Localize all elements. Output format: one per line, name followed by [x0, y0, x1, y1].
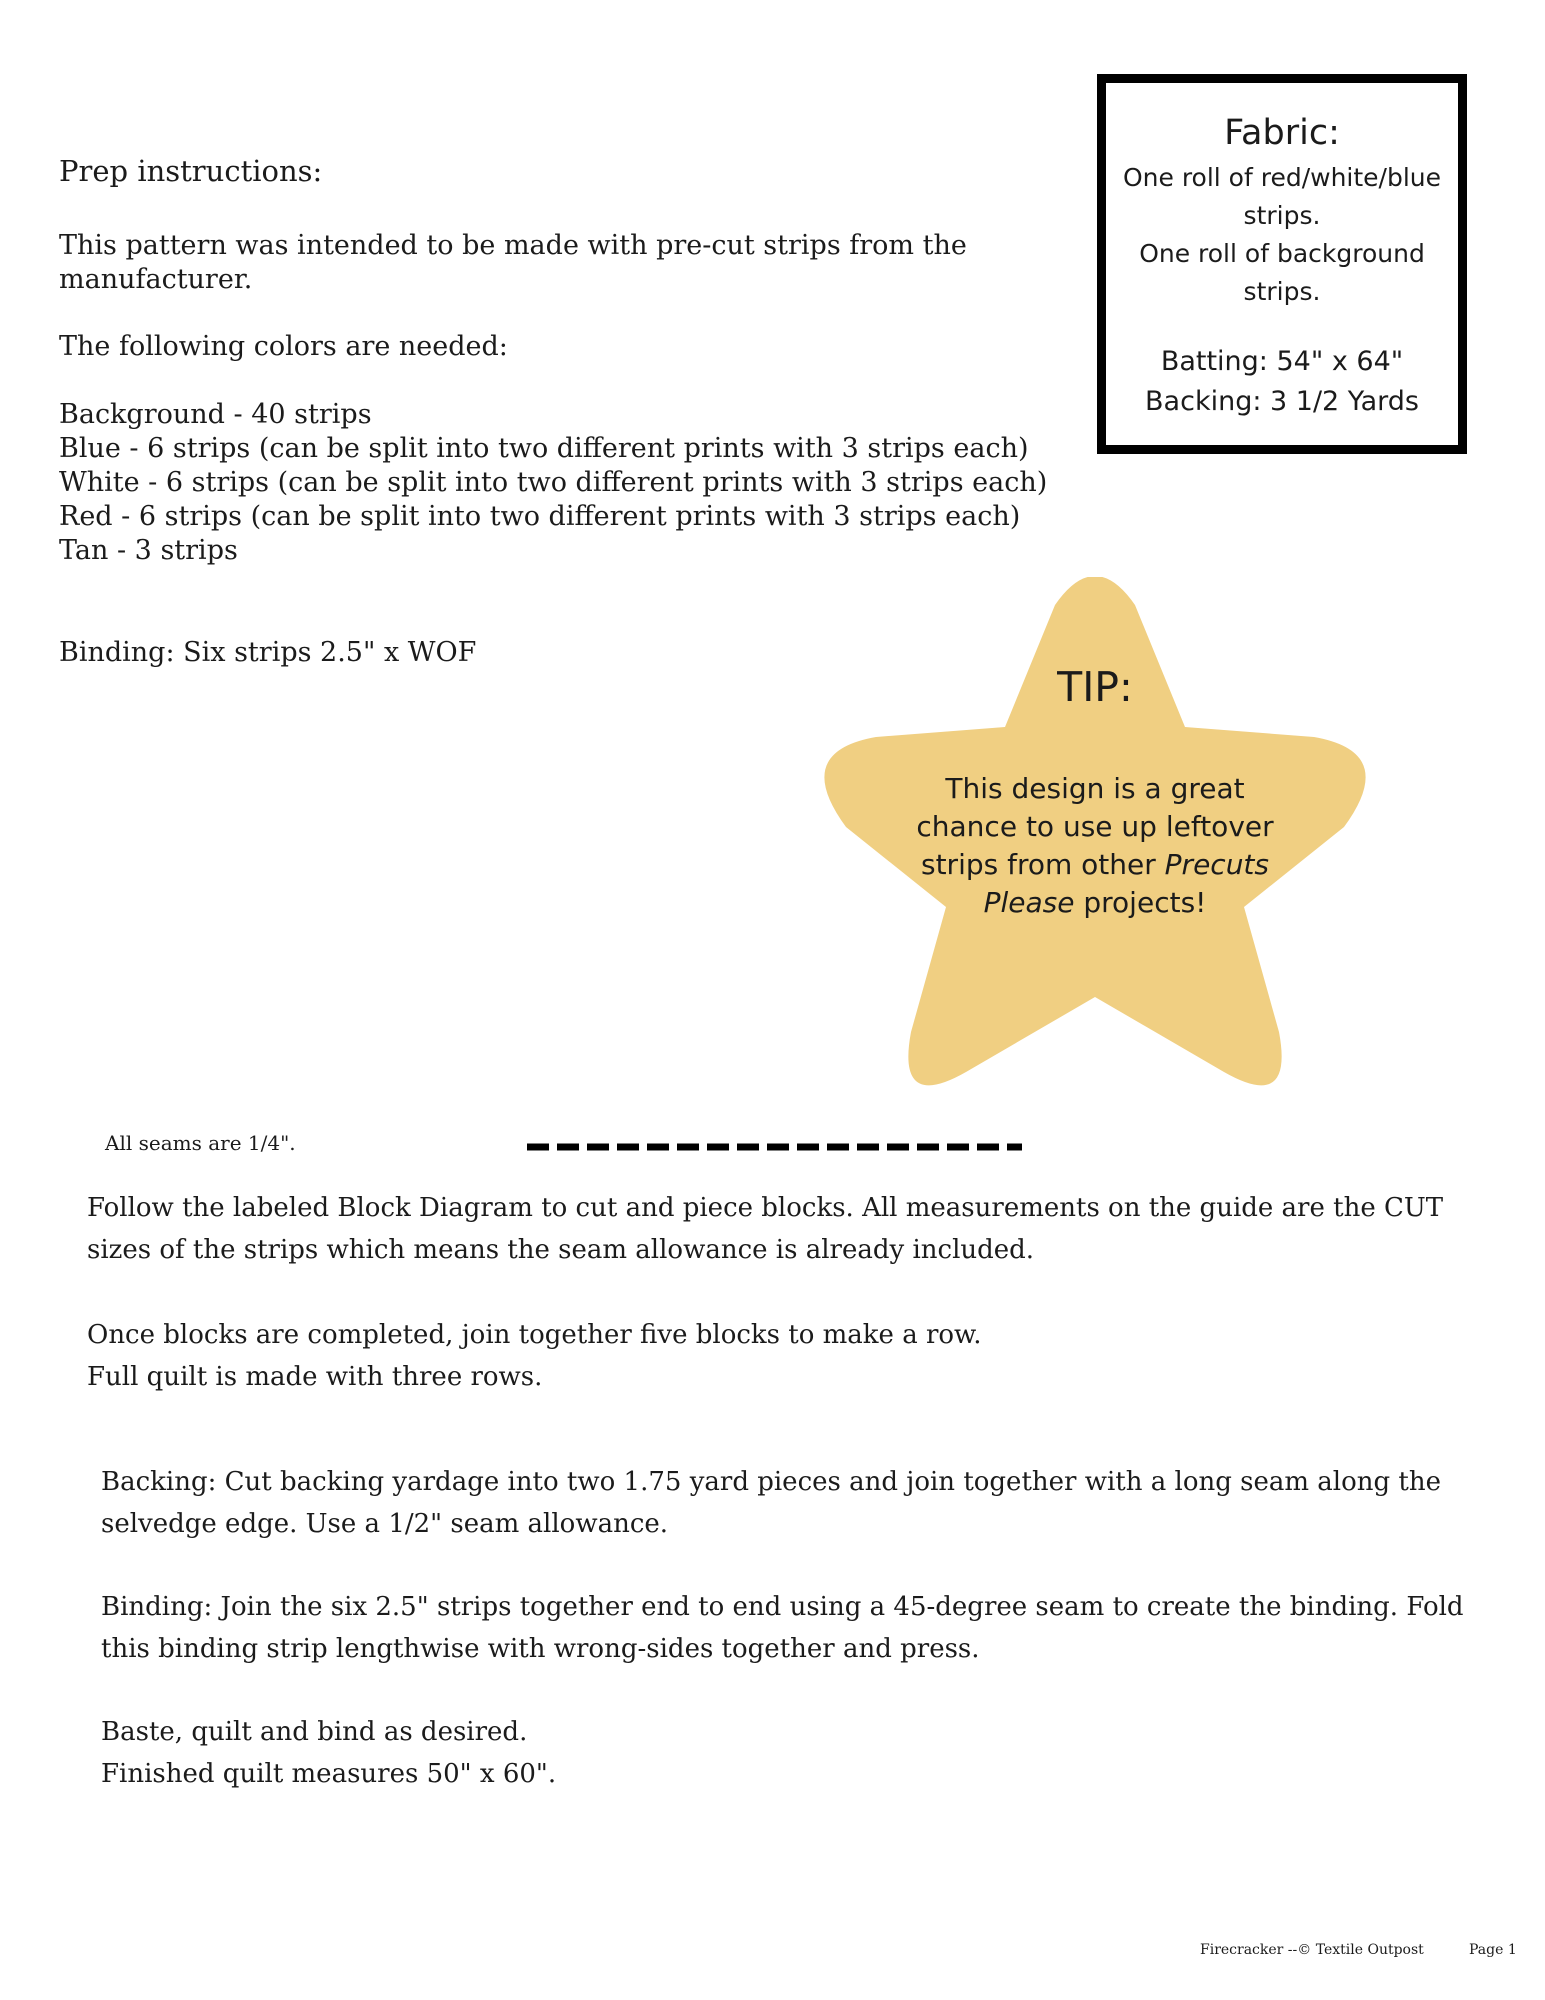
finish-instruction-line-2: Finished quilt measures 50" x 60".: [101, 1759, 557, 1789]
rows-instruction-line-1: Once blocks are completed, join together five blocks to make a row.: [87, 1320, 982, 1350]
fabric-line-1: One roll of red/white/blue: [1122, 163, 1442, 192]
backing-instruction-line-2: selvedge edge. Use a 1/2" seam allowance.: [101, 1509, 669, 1539]
color-item-tan: Tan - 3 strips: [59, 535, 238, 566]
binding-instruction-line-2: this binding strip lengthwise with wrong-sides together and press.: [101, 1634, 980, 1664]
prep-intro-line-1: This pattern was intended to be made with pre-cut strips from the: [59, 230, 967, 261]
tip-line-3: [900, 846, 1290, 884]
finish-instruction-line-1: Baste, quilt and bind as desired.: [101, 1717, 528, 1747]
tip-line-4: [900, 884, 1290, 922]
seams-note: All seams are 1/4".: [105, 1131, 296, 1155]
block-instruction-line-1: Follow the labeled Block Diagram to cut and piece blocks. All measurements on the guide are the CUT: [87, 1193, 1444, 1223]
prep-binding: Binding: Six strips 2.5" x WOF: [59, 637, 477, 668]
fabric-line-3: One roll of background: [1139, 239, 1425, 268]
tip-please-italic: Please: [983, 886, 1075, 919]
footer-credit: Firecracker --© Textile Outpost: [1200, 1942, 1424, 1958]
fabric-title: Fabric:: [1224, 113, 1340, 153]
tip-line-2: chance to use up leftover: [916, 810, 1274, 843]
dashed-divider: [527, 1142, 1022, 1152]
footer-page-number: Page 1: [1469, 1942, 1517, 1958]
fabric-backing: Backing: 3 1/2 Yards: [1145, 386, 1419, 417]
color-item-blue: Blue - 6 strips (can be split into two different prints with 3 strips each): [59, 433, 1029, 464]
color-item-background: Background - 40 strips: [59, 399, 372, 430]
fabric-line-2: strips.: [1243, 201, 1321, 230]
block-instruction-line-2: sizes of the strips which means the seam allowance is already included.: [87, 1235, 1035, 1265]
tip-line-4-suffix: projects!: [1074, 886, 1207, 919]
tip-line-1: This design is a great: [945, 772, 1245, 805]
color-item-white: White - 6 strips (can be split into two different prints with 3 strips each): [59, 467, 1048, 498]
fabric-batting: Batting: 54" x 64": [1160, 346, 1404, 377]
prep-intro-line-2: manufacturer.: [59, 264, 253, 295]
fabric-line-4: strips.: [1243, 277, 1321, 306]
fabric-box: [1097, 74, 1467, 454]
tip-body: [900, 770, 1290, 922]
prep-title: Prep instructions:: [59, 154, 323, 188]
tip-title: TIP:: [1057, 663, 1133, 711]
color-item-red: Red - 6 strips (can be split into two different prints with 3 strips each): [59, 501, 1021, 532]
tip-line-3-prefix: strips from other: [920, 848, 1165, 881]
rows-instruction-line-2: Full quilt is made with three rows.: [87, 1362, 543, 1392]
binding-instruction-line-1: Binding: Join the six 2.5" strips together end to end using a 45-degree seam to create the binding. Fold: [101, 1592, 1464, 1622]
tip-precuts-italic: Precuts: [1164, 848, 1270, 881]
backing-instruction-line-1: Backing: Cut backing yardage into two 1.75 yard pieces and join together with a long seam along the: [101, 1467, 1441, 1497]
colors-intro: The following colors are needed:: [59, 331, 508, 362]
